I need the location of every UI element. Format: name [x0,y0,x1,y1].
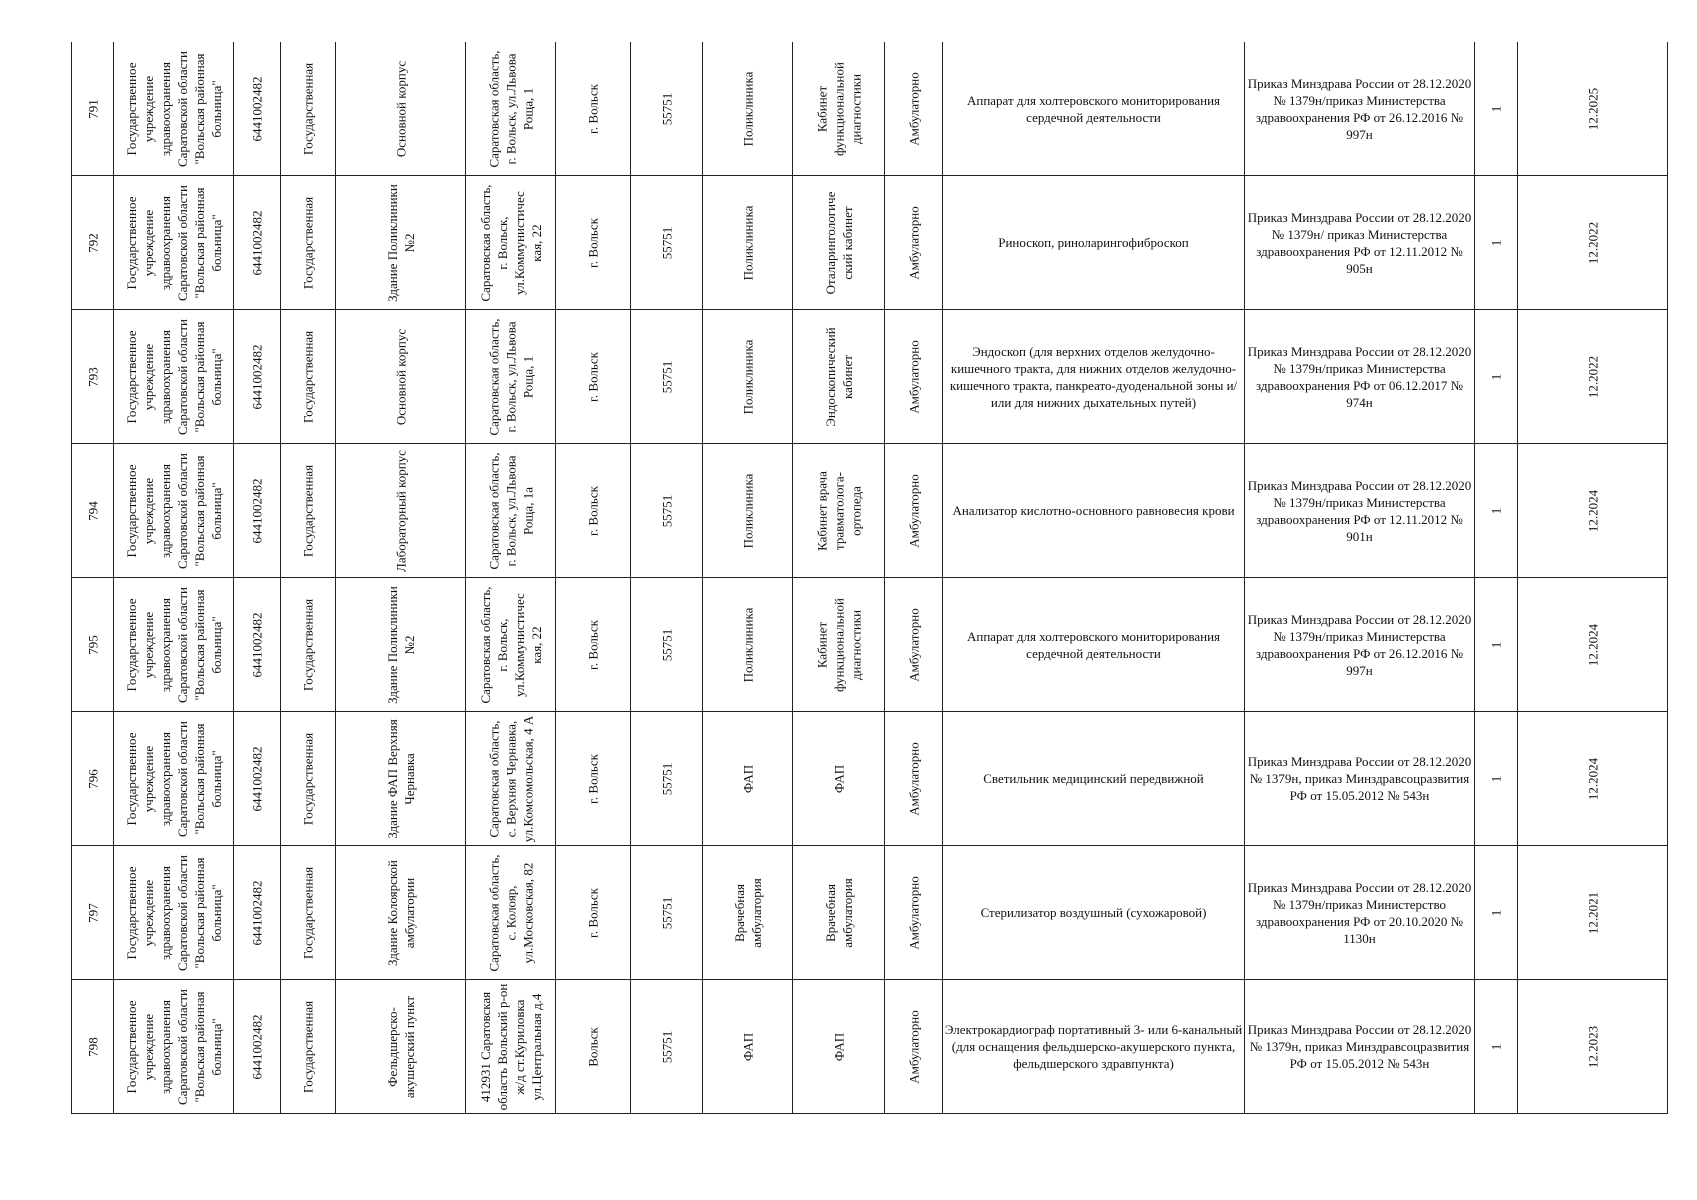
city-text: г. Вольск [585,351,601,402]
cell-org [114,310,234,444]
order-text: Приказ Минздрава России от 28.12.2020 № 1379н/приказ Министерства здравоохранения РФ от 12.11.2012 № 901н [1247,477,1472,544]
address-text: Саратовская область, с. Колояр, ул.Московская, 82 [486,854,535,972]
ownership-text: Государственная [300,464,316,557]
cell-qty [1475,310,1518,444]
num-text: 796 [85,768,100,789]
cell-num [72,980,114,1114]
cell-city [556,42,631,176]
qty-text: 1 [1488,641,1504,648]
cell-inn [234,444,281,578]
order-text: Приказ Минздрава России от 28.12.2020 № 1379н, приказ Минздравсоцразвития РФ от 15.05.2012 № 543н [1247,754,1472,803]
inn-text: 6441002482 [249,1014,265,1079]
inn-text: 6441002482 [249,344,265,409]
cell-division [703,176,793,310]
cell-qty [1475,578,1518,712]
date-text: 12.2024 [1585,757,1600,800]
cell-ownership [281,310,336,444]
cell-division [703,444,793,578]
org-text: Государственное учреждение здравоохранения Саратовской области "Вольская районная больница" [123,318,224,435]
equipment-text: Риноскоп, риноларингофиброскоп [998,235,1189,250]
cell-code [631,42,703,176]
building-text: Основной корпус [393,328,408,425]
equipment-text: Светильник медицинский передвижной [983,771,1204,786]
code-text: 55751 [659,1030,674,1063]
address-text: Саратовская область, г. Вольск, ул.Коммунистичес кая, 22 [477,586,544,704]
address-text: 412931 Саратовская область Вольский р-он ж/д ст.Куриловка ул.Центральная д.4 [477,983,544,1110]
order-text: Приказ Минздрава России от 28.12.2020 № 1379н/приказ Министерства здравоохранения РФ от 26.12.2016 № 997н [1247,75,1472,142]
address-text: Саратовская область, г. Вольск, ул.Львова Роща, 1 [486,50,535,168]
cell-qty [1475,176,1518,310]
room-text: Оталарингологиче ский кабинет [822,191,855,294]
cell-code [631,176,703,310]
cell-city [556,846,631,980]
cell-date [1518,846,1668,980]
equipment-text: Анализатор кислотно-основного равновесия крови [952,503,1235,518]
code-text: 55751 [659,896,674,929]
division-text: Врачебная амбулатория [731,877,764,948]
num-text: 792 [85,232,100,253]
cell-address [466,980,556,1114]
cell-code [631,712,703,846]
table-row [72,444,1668,578]
division-text: ФАП [740,764,755,793]
cell-inn [234,980,281,1114]
cell-num [72,176,114,310]
cell-division [703,578,793,712]
cell-order [1245,42,1475,176]
ownership-text: Государственная [300,330,316,423]
division-text: ФАП [740,1032,755,1061]
cell-qty [1475,846,1518,980]
building-text: Здание Поликлиники №2 [384,183,417,302]
building-text: Здание ФАП Верхняя Чернавка [384,718,417,839]
room-text: Кабинет функциональной диагностики [814,61,863,156]
cell-address [466,42,556,176]
cell-num [72,578,114,712]
room-text: Кабинет функциональной диагностики [814,597,863,692]
cell-city [556,444,631,578]
cell-city [556,980,631,1114]
room-text: Кабинет врача травматолога-ортопеда [814,470,863,551]
cell-care [885,980,943,1114]
room-text: Врачебная амбулатория [822,877,855,948]
inn-text: 6441002482 [249,76,265,141]
division-text: Поликлиника [740,339,755,414]
cell-division [703,712,793,846]
cell-building [336,176,466,310]
cell-room [793,42,885,176]
cell-order [1245,176,1475,310]
cell-org [114,846,234,980]
address-text: Саратовская область, с. Верхняя Чернавка, ул.Комсомольская, 4 А [486,715,535,842]
cell-ownership [281,980,336,1114]
table-body [72,42,1668,1114]
cell-num [72,712,114,846]
table-row [72,846,1668,980]
cell-room [793,712,885,846]
date-text: 12.2024 [1585,623,1600,666]
cell-code [631,444,703,578]
cell-num [72,42,114,176]
cell-room [793,980,885,1114]
cell-num [72,444,114,578]
equipment-table [71,42,1668,1114]
cell-date [1518,712,1668,846]
cell-inn [234,578,281,712]
cell-division [703,980,793,1114]
cell-division [703,310,793,444]
cell-ownership [281,846,336,980]
care-text: Амбулаторно [906,473,921,548]
cell-ownership [281,42,336,176]
cell-room [793,846,885,980]
cell-date [1518,176,1668,310]
cell-ownership [281,578,336,712]
cell-qty [1475,980,1518,1114]
cell-equipment [943,980,1245,1114]
qty-text: 1 [1488,105,1504,112]
cell-order [1245,980,1475,1114]
qty-text: 1 [1488,1043,1504,1050]
org-text: Государственное учреждение здравоохранения Саратовской области "Вольская районная больница" [123,854,224,971]
cell-order [1245,846,1475,980]
org-text: Государственное учреждение здравоохранения Саратовской области "Вольская районная больница" [123,184,224,301]
cell-building [336,980,466,1114]
room-text: ФАП [831,1032,846,1061]
num-text: 795 [85,634,100,655]
ownership-text: Государственная [300,1000,316,1093]
room-text: ФАП [831,764,846,793]
cell-equipment [943,712,1245,846]
cell-order [1245,578,1475,712]
qty-text: 1 [1488,775,1504,782]
code-text: 55751 [659,226,674,259]
cell-room [793,310,885,444]
division-text: Поликлиника [740,473,755,548]
division-text: Поликлиника [740,71,755,146]
date-text: 12.2023 [1585,1025,1600,1068]
room-text: Эндоскопический кабинет [822,326,855,427]
equipment-text: Аппарат для холтеровского мониторирования сердечной деятельности [966,92,1221,125]
cell-code [631,578,703,712]
cell-org [114,980,234,1114]
table-row [72,712,1668,846]
code-text: 55751 [659,360,674,393]
cell-care [885,176,943,310]
equipment-text: Аппарат для холтеровского мониторирования сердечной деятельности [966,628,1221,661]
cell-care [885,578,943,712]
order-text: Приказ Минздрава России от 28.12.2020 № 1379н, приказ Минздравсоцразвития РФ от 15.05.2012 № 543н [1247,1022,1472,1071]
date-text: 12.2025 [1585,87,1600,130]
cell-ownership [281,444,336,578]
cell-building [336,310,466,444]
cell-care [885,42,943,176]
cell-org [114,42,234,176]
building-text: Фельдшерско-акушерский пункт [384,995,417,1098]
cell-address [466,176,556,310]
cell-equipment [943,846,1245,980]
city-text: Вольск [585,1026,601,1067]
cell-date [1518,310,1668,444]
cell-order [1245,444,1475,578]
cell-org [114,444,234,578]
cell-care [885,444,943,578]
building-text: Здание Поликлиники №2 [384,585,417,704]
table-row [72,176,1668,310]
division-text: Поликлиника [740,607,755,682]
equipment-text: Эндоскоп (для верхних отделов желудочно- кишечного тракта, для нижних отделов желудочно-кишечного тракта, панкреато-дуоденальной зоны и/или для нижних дыхательных путей) [949,343,1238,410]
cell-building [336,444,466,578]
num-text: 794 [85,500,100,521]
org-text: Государственное учреждение здравоохранения Саратовской области "Вольская районная больница" [123,988,224,1105]
inn-text: 6441002482 [249,880,265,945]
cell-address [466,310,556,444]
cell-order [1245,712,1475,846]
code-text: 55751 [659,628,674,661]
cell-org [114,578,234,712]
building-text: Лабораторный корпус [393,449,408,572]
city-text: г. Вольск [585,485,601,536]
cell-city [556,712,631,846]
num-text: 791 [85,98,100,119]
cell-division [703,42,793,176]
building-text: Здание Колоярской амбулатории [384,859,417,966]
cell-inn [234,176,281,310]
cell-city [556,310,631,444]
cell-inn [234,712,281,846]
cell-org [114,176,234,310]
equipment-text: Электрокардиограф портативный 3- или 6-канальный (для оснащения фельдшерско-акушерского пункта, фельдшерского здравпункта) [944,1022,1243,1071]
care-text: Амбулаторно [906,71,921,146]
cell-building [336,578,466,712]
cell-address [466,712,556,846]
cell-care [885,712,943,846]
cell-code [631,980,703,1114]
cell-code [631,310,703,444]
cell-care [885,310,943,444]
org-text: Государственное учреждение здравоохранения Саратовской области "Вольская районная больница" [123,50,224,167]
num-text: 798 [85,1036,100,1057]
date-text: 12.2021 [1585,891,1600,934]
table-row [72,578,1668,712]
cell-equipment [943,176,1245,310]
ownership-text: Государственная [300,866,316,959]
cell-equipment [943,42,1245,176]
cell-inn [234,42,281,176]
cell-ownership [281,176,336,310]
cell-city [556,578,631,712]
cell-address [466,444,556,578]
address-text: Саратовская область, г. Вольск, ул.Львова Роща, 1 [486,318,535,436]
cell-qty [1475,712,1518,846]
cell-building [336,712,466,846]
cell-qty [1475,444,1518,578]
cell-inn [234,310,281,444]
cell-num [72,846,114,980]
inn-text: 6441002482 [249,478,265,543]
city-text: г. Вольск [585,887,601,938]
order-text: Приказ Минздрава России от 28.12.2020 № 1379н/приказ Министерства здравоохранения РФ от 26.12.2016 № 997н [1247,611,1472,678]
order-text: Приказ Минздрава России от 28.12.2020 № 1379н/приказ Министерство здравоохранения РФ от 20.10.2020 № 1130н [1247,879,1472,946]
cell-address [466,578,556,712]
qty-text: 1 [1488,507,1504,514]
ownership-text: Государственная [300,62,316,155]
care-text: Амбулаторно [906,607,921,682]
date-text: 12.2022 [1585,221,1600,264]
num-text: 793 [85,366,100,387]
city-text: г. Вольск [585,217,601,268]
city-text: г. Вольск [585,753,601,804]
inn-text: 6441002482 [249,612,265,677]
table-row [72,980,1668,1114]
cell-ownership [281,712,336,846]
num-text: 797 [85,902,100,923]
order-text: Приказ Минздрава России от 28.12.2020 № 1379н/ приказ Министерства здравоохранения РФ от 12.11.2012 № 905н [1247,209,1472,276]
cell-date [1518,444,1668,578]
cell-qty [1475,42,1518,176]
date-text: 12.2022 [1585,355,1600,398]
care-text: Амбулаторно [906,1009,921,1084]
equipment-text: Стерилизатор воздушный (сухожаровой) [980,905,1207,920]
cell-city [556,176,631,310]
cell-equipment [943,444,1245,578]
cell-date [1518,42,1668,176]
cell-division [703,846,793,980]
ownership-text: Государственная [300,598,316,691]
inn-text: 6441002482 [249,210,265,275]
qty-text: 1 [1488,909,1504,916]
city-text: г. Вольск [585,83,601,134]
building-text: Основной корпус [393,60,408,157]
division-text: Поликлиника [740,205,755,280]
care-text: Амбулаторно [906,875,921,950]
cell-care [885,846,943,980]
cell-date [1518,578,1668,712]
cell-room [793,578,885,712]
city-text: г. Вольск [585,619,601,670]
qty-text: 1 [1488,239,1504,246]
cell-equipment [943,578,1245,712]
cell-building [336,42,466,176]
table-row [72,310,1668,444]
cell-equipment [943,310,1245,444]
care-text: Амбулаторно [906,339,921,414]
cell-date [1518,980,1668,1114]
inn-text: 6441002482 [249,746,265,811]
table-row [72,42,1668,176]
cell-building [336,846,466,980]
cell-org [114,712,234,846]
ownership-text: Государственная [300,196,316,289]
qty-text: 1 [1488,373,1504,380]
care-text: Амбулаторно [906,205,921,280]
cell-address [466,846,556,980]
org-text: Государственное учреждение здравоохранения Саратовской области "Вольская районная больница" [123,452,224,569]
code-text: 55751 [659,762,674,795]
cell-room [793,444,885,578]
org-text: Государственное учреждение здравоохранения Саратовской области "Вольская районная больница" [123,720,224,837]
code-text: 55751 [659,494,674,527]
ownership-text: Государственная [300,732,316,825]
date-text: 12.2024 [1585,489,1600,532]
cell-code [631,846,703,980]
address-text: Саратовская область, г. Вольск, ул.Коммунистичес кая, 22 [477,184,544,302]
cell-order [1245,310,1475,444]
care-text: Амбулаторно [906,741,921,816]
cell-room [793,176,885,310]
order-text: Приказ Минздрава России от 28.12.2020 № 1379н/приказ Министерства здравоохранения РФ от 06.12.2017 № 974н [1247,343,1472,410]
cell-inn [234,846,281,980]
cell-num [72,310,114,444]
code-text: 55751 [659,92,674,125]
address-text: Саратовская область, г. Вольск, ул.Львова Роща, 1а [486,452,535,570]
org-text: Государственное учреждение здравоохранения Саратовской области "Вольская районная больница" [123,586,224,703]
